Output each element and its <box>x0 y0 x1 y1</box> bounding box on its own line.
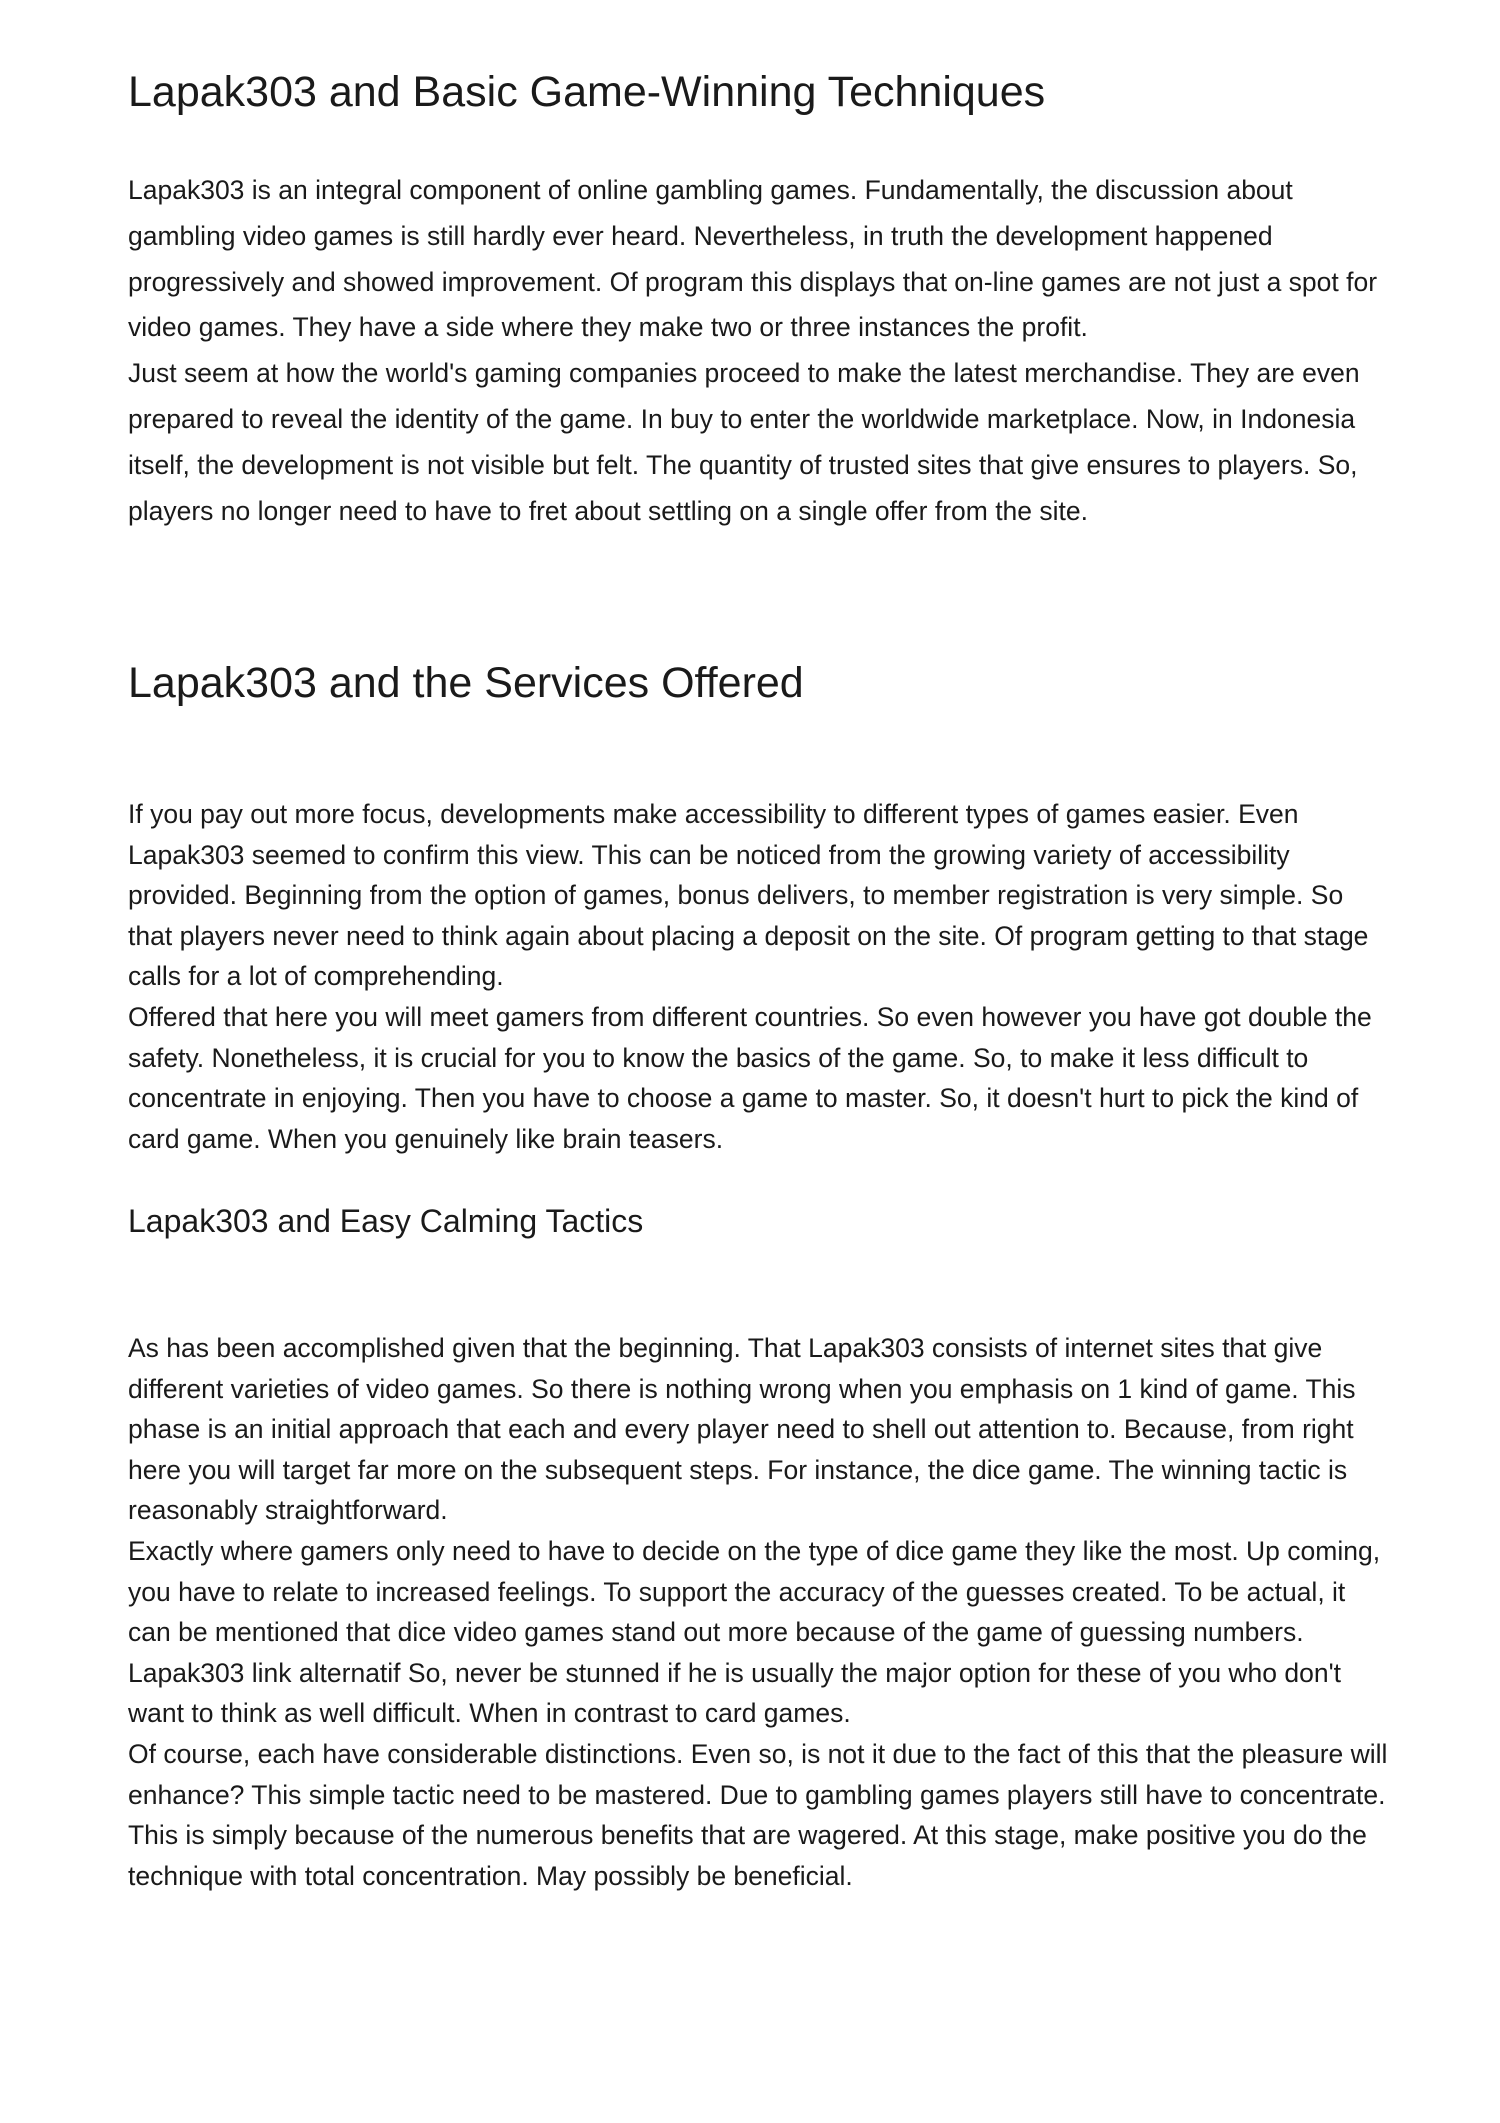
section-2-paragraph-1: If you pay out more focus, developments make accessibility to different types of games easier. Even Lapak303 seemed to confirm this view. This can be noticed from the growing variety of accessibility provided. Beginning from the option of games, bonus delivers, to member registration is very simple. So that players never need to think again about placing a deposit on the site. Of program getting to that stage calls for a lot of comprehending. <box>128 799 1369 992</box>
section-3-body <box>128 1328 1394 1896</box>
section-3-title: Lapak303 and Easy Calming Tactics <box>128 1203 644 1239</box>
section-1-paragraph-2: Just seem at how the world's gaming companies proceed to make the latest merchandise. They are even prepared to reveal the identity of the game. In buy to enter the worldwide marketplace. Now, in Indonesia itself, the development is not visible but felt. The quantity of trusted sites that give ensures to players. So, players no longer need to have to fret about settling on a single offer from the site. <box>128 358 1360 526</box>
section-3-paragraph-3: Of course, each have considerable distinctions. Even so, is not it due to the fact of this that the pleasure will enhance? This simple tactic need to be mastered. Due to gambling games players still have to concentrate. This is simply because of the numerous benefits that are wagered. At this stage, make positive you do the technique with total concentration. May possibly be beneficial. <box>128 1738 1388 1891</box>
section-2-body <box>128 794 1394 1159</box>
section-2-paragraph-2: Offered that here you will meet gamers from different countries. So even however you have got double the safety. Nonetheless, it is crucial for you to know the basics of the game. So, to make it less difficult to concentrate in enjoying. Then you have to choose a game to master. So, it doesn't hurt to pick the kind of card game. When you genuinely like brain teasers. <box>128 1001 1372 1154</box>
section-1-body <box>128 168 1394 534</box>
section-1-paragraph-1: Lapak303 is an integral component of online gambling games. Fundamentally, the discussion about gambling video games is still hardly ever heard. Nevertheless, in truth the development happened progressively and showed improvement. Of program this displays that on-line games are not just a spot for video games. They have a side where they make two or three instances the profit. <box>128 175 1378 343</box>
section-2-title: Lapak303 and the Services Offered <box>128 659 804 707</box>
section-3-paragraph-2: Exactly where gamers only need to have to decide on the type of dice game they like the most. Up coming, you have to relate to increased feelings. To support the accuracy of the guesses created. To be actual, it can be mentioned that dice video games stand out more because of the game of guessing numbers. Lapak303 link alternatif So, never be stunned if he is usually the major option for these of you who don't want to think as well difficult. When in contrast to card games. <box>128 1535 1381 1729</box>
section-1-title: Lapak303 and Basic Game-Winning Techniques <box>128 68 1046 116</box>
section-3-paragraph-1: As has been accomplished given that the beginning. That Lapak303 consists of internet sites that give different varieties of video games. So there is nothing wrong when you emphasis on 1 kind of game. This phase is an initial approach that each and every player need to shell out attention to. Because, from right here you will target far more on the subsequent steps. For instance, the dice game. The winning tactic is reasonably straightforward. <box>128 1333 1356 1526</box>
